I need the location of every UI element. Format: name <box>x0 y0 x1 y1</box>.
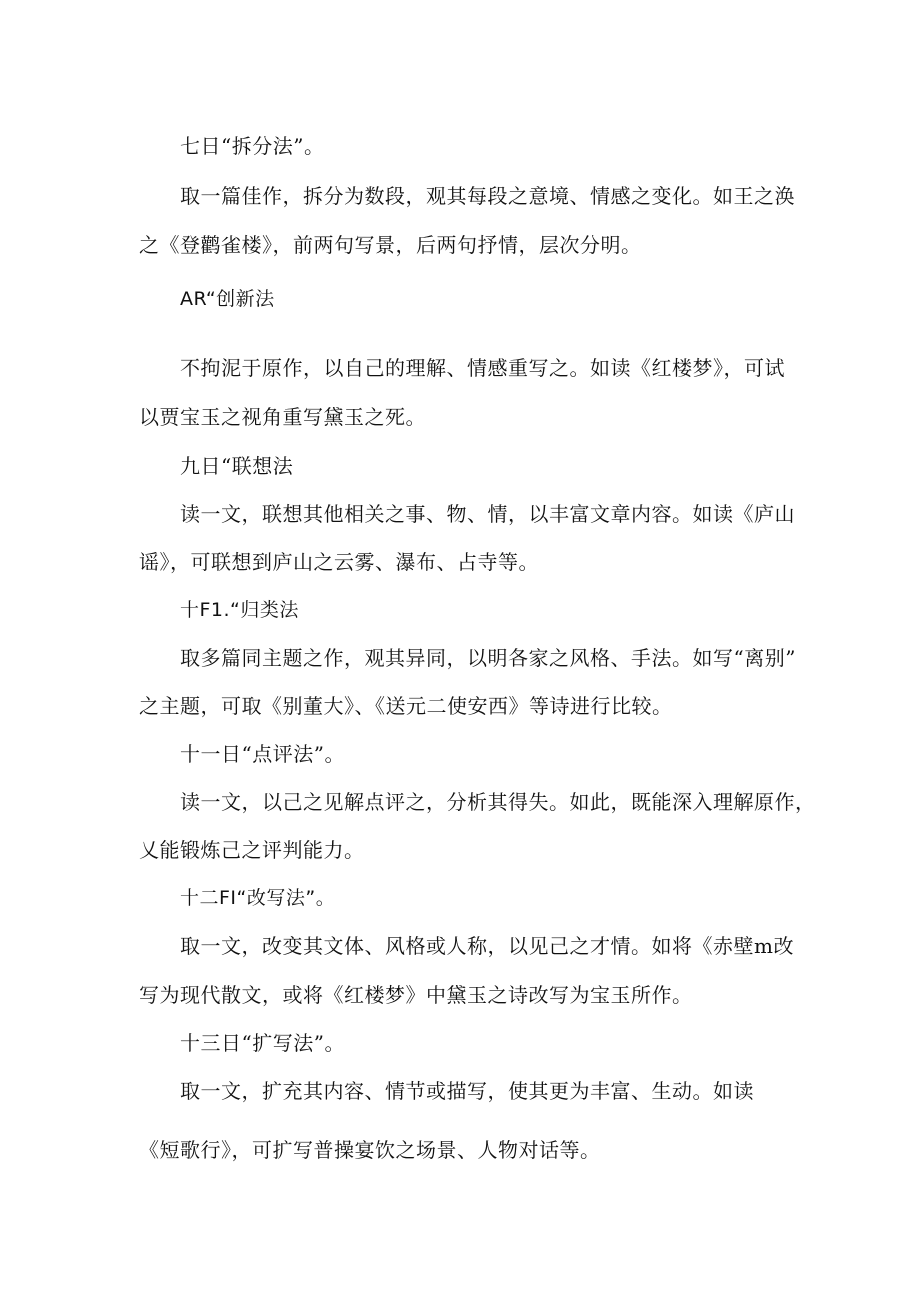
section-heading: AR“创新法 <box>180 288 275 310</box>
section-heading: 七日“拆分法”。 <box>180 134 325 158</box>
paragraph-line: 不拘泥于原作，以自己的理解、情感重写之。如读《红楼梦》，可试 <box>180 356 785 380</box>
paragraph-line: 取一篇佳作，拆分为数段，观其每段之意境、情感之变化。如王之涣 <box>180 184 795 208</box>
paragraph-line: 乂能锻炼己之评判能力。 <box>139 838 365 862</box>
section-heading: 十二FI“改写法”。 <box>180 887 336 909</box>
paragraph-line: 谣》，可联想到庐山之云雾、瀑布、占寺等。 <box>139 550 539 574</box>
paragraph-line: 以贾宝玉之视角重写黛玉之死。 <box>139 405 426 429</box>
paragraph-line: 读一文，以己之见解点评之，分析其得失。如此，既能深入理解原作， <box>180 790 816 814</box>
paragraph-line: 《短歌行》，可扩写普操宴饮之场景、人物对话等。 <box>139 1138 601 1162</box>
section-heading: 十一日“点评法”。 <box>180 742 345 766</box>
section-heading: 九日“联想法 <box>180 454 294 478</box>
paragraph-line: 之《登鹳雀楼》，前两句写景，后两句抒情，层次分明。 <box>139 233 642 257</box>
paragraph-line: 之主题，可取《别董大》、《送元二使安西》等诗进行比较。 <box>139 694 673 718</box>
paragraph-line: 读一文，联想其他相关之事、物、情，以丰富文章内容。如读《庐山 <box>180 502 795 526</box>
paragraph-line: 取一文，扩充其内容、情节或描写，使其更为丰富、生动。如读 <box>180 1079 754 1103</box>
paragraph-line: 取多篇同主题之作，观其异同，以明各家之风格、手法。如写“离别” <box>180 646 796 670</box>
paragraph-line: 写为现代散文，或将《红楼梦》中黛玉之诗改写为宝玉所作。 <box>139 983 693 1007</box>
section-heading: 十F1.“归类法 <box>180 599 299 621</box>
section-heading: 十三日“扩写法”。 <box>180 1031 345 1055</box>
paragraph-line: 取一文，改变其文体、风格或人称，以见己之才情。如将《赤壁m改 <box>180 934 794 958</box>
